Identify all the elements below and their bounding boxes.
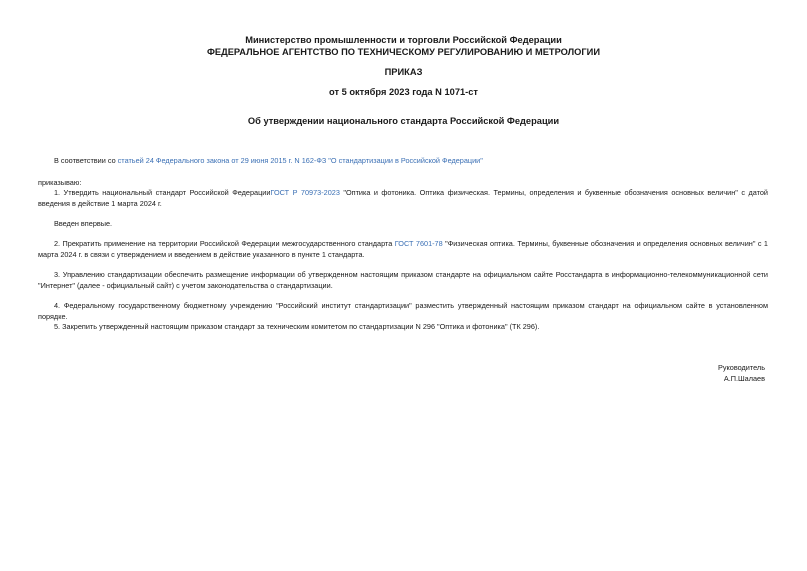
introduced-note: Введен впервые.: [54, 219, 113, 228]
intro-prefix: В соответствии со: [54, 156, 118, 165]
item-4: 4. Федеральному государственному бюджетному учреждению "Российский институт стандартизации" разместить утвержденный настоящим приказом стандарт на официальном сайте в установленном порядке.: [38, 301, 768, 321]
subject-heading: Об утверждении национального стандарта Российской Федерации: [247, 116, 560, 126]
item-1: [38, 187, 768, 209]
item-2-suffix: "Физическая оптика. Термины, буквенные обозначения и определения основных величин" с 1 марта 2024 г. в связи с утверждением и введением в действие указанного в пункте 1 стандарта.: [38, 239, 768, 259]
gost-r-70973-link[interactable]: ГОСТ Р 70973-2023: [270, 188, 340, 197]
ministry-heading: Министерство промышленности и торговли Российской Федерации: [245, 35, 562, 45]
date-number-heading: от 5 октября 2023 года N 1071-ст: [329, 87, 478, 97]
signatory-title: Руководитель: [717, 363, 765, 372]
gost-7601-link[interactable]: ГОСТ 7601-78: [394, 239, 443, 248]
item-2-prefix: 2. Прекратить применение на территории Российской Федерации межгосударственного стандарта: [54, 239, 395, 248]
intro-paragraph: [38, 155, 768, 166]
item-1-suffix: "Оптика и фотоника. Оптика физическая. Термины, определения и буквенные обозначения основных величин" с датой введения в действие 1 марта 2024 г.: [38, 188, 768, 208]
signatory-name: А.П.Шалаев: [723, 374, 765, 383]
order-word: приказываю:: [38, 178, 82, 187]
item-2: [38, 238, 768, 260]
agency-heading: ФЕДЕРАЛЬНОЕ АГЕНТСТВО ПО ТЕХНИЧЕСКОМУ РЕГУЛИРОВАНИЮ И МЕТРОЛОГИИ: [206, 47, 601, 57]
item-3: 3. Управлению стандартизации обеспечить размещение информации об утвержденном настоящим приказом стандарте на официальном сайте Росстандарта в информационно-телекоммуникационной сети "Интернет" (далее - официальный сайт) с учетом законодательства о стандартизации.: [38, 270, 768, 290]
law-link[interactable]: статьей 24 Федерального закона от 29 июня 2015 г. N 162-ФЗ "О стандартизации в Российской Федерации": [117, 156, 483, 165]
doc-type-heading: ПРИКАЗ: [384, 67, 423, 77]
item-5: 5. Закрепить утвержденный настоящим приказом стандарт за техническим комитетом по стандартизации N 296 "Оптика и фотоника" (ТК 296).: [54, 322, 540, 331]
item-1-prefix: 1. Утвердить национальный стандарт Российской Федерации: [54, 188, 271, 197]
